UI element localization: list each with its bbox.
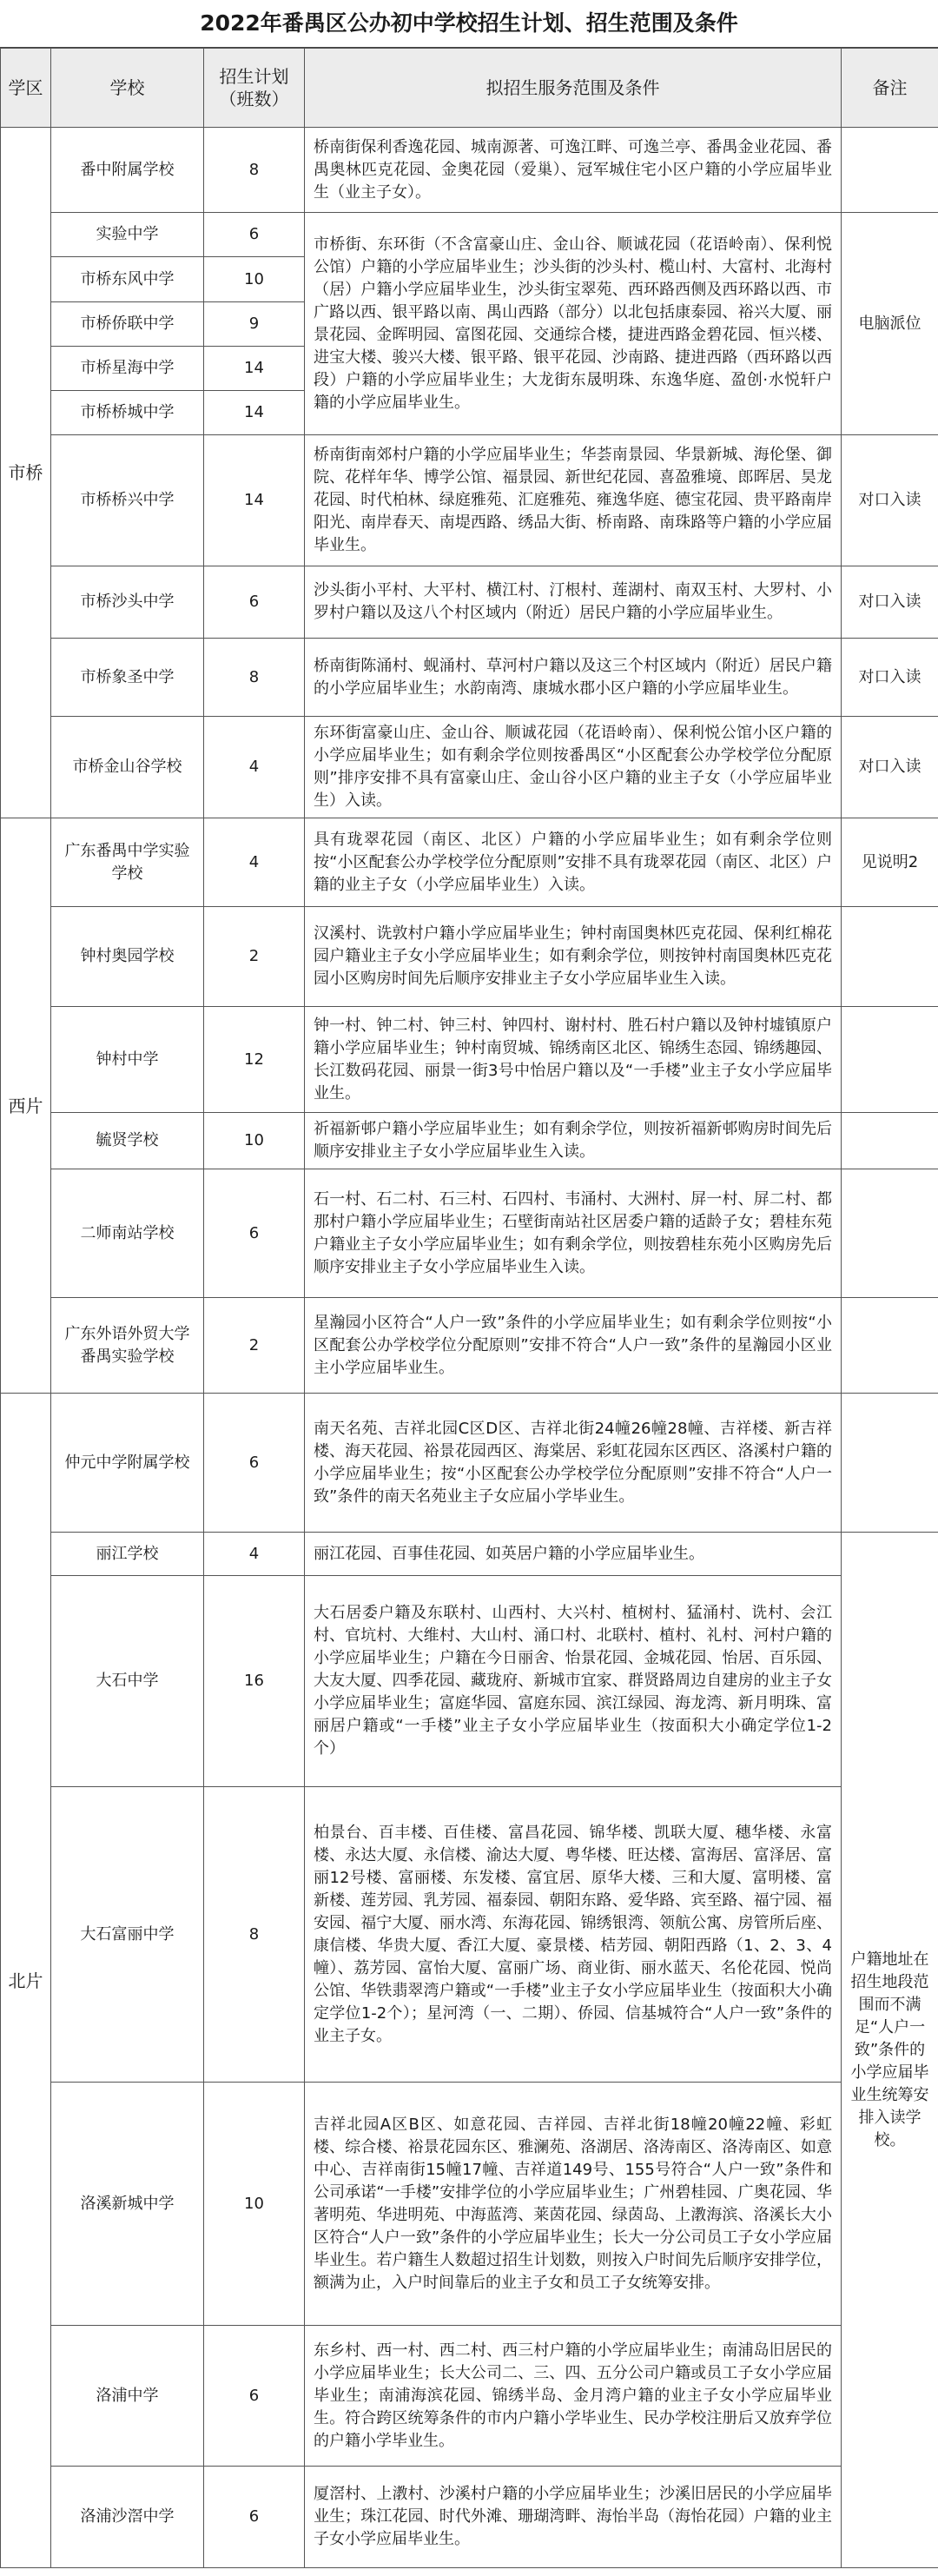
table-row <box>1 1113 938 1169</box>
scope-text: 石一村、石二村、石三村、石四村、韦涌村、大洲村、屏一村、屏二村、都那村户籍小学应届毕业生；石壁街南站社区居委户籍的适龄子女；碧桂东苑户籍业主子女小学应届毕业生；如有剩余学位，则按碧桂东苑小区购房先后顺序安排业主子女小学应届毕业生入读。 <box>305 1169 842 1298</box>
table-row <box>1 2326 938 2467</box>
school-name: 大石富丽中学 <box>51 1787 204 2083</box>
table-row <box>1 1007 938 1113</box>
school-name: 毓贤学校 <box>51 1113 204 1169</box>
table-row <box>1 213 938 257</box>
school-name: 广东番禺中学实验学校 <box>51 818 204 907</box>
note-cell <box>842 1007 938 1113</box>
table-row <box>1 1787 938 2083</box>
scope-text: 钟一村、钟二村、钟三村、钟四村、谢村村、胜石村户籍以及钟村墟镇原户籍小学应届毕业生；钟村南贸城、锦绣南区北区、锦绣生态园、锦绣趣园、长江数码花园、丽景一街3号中怡居户籍以及“一手楼”业主子女小学应届毕业生。 <box>305 1007 842 1113</box>
plan-count: 10 <box>204 2083 305 2326</box>
plan-count: 14 <box>204 391 305 435</box>
note-cell: 见说明2 <box>842 818 938 907</box>
scope-text: 星瀚园小区符合“人户一致”条件的小学应届毕业生；如有剩余学位则按“小区配套公办学校学位分配原则”安排不符合“人户一致”条件的星瀚园小区业主小学应届毕业生。 <box>305 1298 842 1394</box>
plan-count: 14 <box>204 347 305 391</box>
scope-text: 南天名苑、吉祥北园C区D区、吉祥北街24幢26幢28幢、吉祥楼、新吉祥楼、海天花园、裕景花园西区、海棠居、彩虹花园东区西区、洛溪村户籍的小学应届毕业生；按“小区配套公办学校学位分配原则”安排不符合“人户一致”条件的南天名苑业主子女应届小学毕业生。 <box>305 1394 842 1533</box>
scope-text: 桥南街陈涌村、蚬涌村、草河村户籍以及这三个村区域内（附近）居民户籍的小学应届毕业生；水韵南湾、康城水郡小区户籍的小学应届毕业生。 <box>305 639 842 717</box>
school-name: 钟村中学 <box>51 1007 204 1113</box>
header-district: 学区 <box>1 49 51 128</box>
table-row <box>1 435 938 566</box>
school-name: 市桥侨联中学 <box>51 302 204 347</box>
school-name: 市桥桥兴中学 <box>51 435 204 566</box>
plan-count: 8 <box>204 128 305 213</box>
scope-text: 东环街富豪山庄、金山谷、顺诚花园（花语岭南）、保利悦公馆小区户籍的小学应届毕业生；如有剩余学位则按番禺区“小区配套公办学校学位分配原则”排序安排不具有富豪山庄、金山谷小区户籍的业主子女（小学应届毕业生）入读。 <box>305 717 842 818</box>
table-row <box>1 1169 938 1298</box>
school-name: 洛溪新城中学 <box>51 2083 204 2326</box>
note-cell: 对口入读 <box>842 566 938 639</box>
scope-text: 具有珑翠花园（南区、北区）户籍的小学应届毕业生；如有剩余学位则按“小区配套公办学校学位分配原则”安排不具有珑翠花园（南区、北区）户籍的业主子女（小学应届毕业生）入读。 <box>305 818 842 907</box>
table-row <box>1 907 938 1007</box>
plan-count: 4 <box>204 818 305 907</box>
plan-count: 9 <box>204 302 305 347</box>
plan-count: 14 <box>204 435 305 566</box>
school-name: 丽江学校 <box>51 1533 204 1576</box>
note-cell: 对口入读 <box>842 639 938 717</box>
plan-count: 2 <box>204 907 305 1007</box>
plan-count: 6 <box>204 1169 305 1298</box>
school-name: 市桥金山谷学校 <box>51 717 204 818</box>
school-name: 洛浦中学 <box>51 2326 204 2467</box>
table-row <box>1 566 938 639</box>
school-name: 二师南站学校 <box>51 1169 204 1298</box>
plan-count: 8 <box>204 1787 305 2083</box>
plan-count: 2 <box>204 1298 305 1394</box>
table-row <box>1 2467 938 2568</box>
header-row <box>1 49 938 128</box>
scope-text: 祈福新邨户籍小学应届毕业生；如有剩余学位，则按祈福新邨购房时间先后顺序安排业主子女小学应届毕业生入读。 <box>305 1113 842 1169</box>
note-cell: 对口入读 <box>842 717 938 818</box>
header-plan: 招生计划（班数） <box>204 49 305 128</box>
school-name: 仲元中学附属学校 <box>51 1394 204 1533</box>
note-cell <box>842 1298 938 1394</box>
school-name: 实验中学 <box>51 213 204 257</box>
header-scope: 拟招生服务范围及条件 <box>305 49 842 128</box>
school-name: 市桥星海中学 <box>51 347 204 391</box>
table-row <box>1 1298 938 1394</box>
scope-text: 桥南街南郊村户籍的小学应届毕业生；华荟南景园、华景新城、海伦堡、御院、花样年华、博学公馆、福景园、新世纪花园、喜盈雅境、郎晖居、昊龙花园、时代柏林、绿庭雅苑、汇庭雅苑、雍逸华庭、德宝花园、贵平路南岸阳光、南岸春天、南堤西路、绣品大街、桥南路、南珠路等户籍的小学应届毕业生。 <box>305 435 842 566</box>
scope-text: 市桥街、东环街（不含富豪山庄、金山谷、顺诚花园（花语岭南）、保利悦公馆）户籍的小学应届毕业生；沙头街的沙头村、榄山村、大富村、北海村（居）户籍小学应届毕业生，沙头街宝翠苑、西环路西侧及西环路以西、市广路以西、银平路以南、禺山西路（部分）以北包括康泰园、裕兴大厦、丽景花园、金晖明园、富图花园、交通综合楼，捷进西路金碧花园、恒兴楼、进宝大楼、骏兴大楼、银平路、银平花园、沙南路、捷进西路（西环路以西段）户籍的小学应届毕业生；大龙街东晟明珠、东逸华庭、盈创·水悦轩户籍的小学应届毕业生。 <box>305 213 842 435</box>
school-name: 市桥象圣中学 <box>51 639 204 717</box>
scope-text: 柏景台、百丰楼、百佳楼、富昌花园、锦华楼、凯联大厦、穗华楼、永富楼、永达大厦、永信楼、渝达大厦、粤华楼、旺达楼、富海居、富泽居、富丽12号楼、富丽楼、东发楼、富宜居、原华大楼、三和大厦、富明楼、富新楼、莲芳园、乳芳园、福泰园、朝阳东路、爱华路、宾至路、福宁园、福安园、福宁大厦、丽水湾、东海花园、锦绣银湾、领航公寓、房管所后座、康信楼、华贵大厦、香江大厦、豪景楼、桔芳园、朝阳西路（1、2、3、4幢）、荔芳园、富怡大厦、富丽广场、商业街、丽水蓝天、名伦花园、悦尚公馆、华铁翡翠湾户籍或“一手楼”业主子女小学应届毕业生（按面积大小确定学位1-2个）；星河湾（一、二期）、侨园、信基城符合“人户一致”条件的业主子女。 <box>305 1787 842 2083</box>
plan-count: 12 <box>204 1007 305 1113</box>
note-cell <box>842 128 938 213</box>
page-title: 2022年番禺区公办初中学校招生计划、招生范围及条件 <box>0 0 938 48</box>
header-school: 学校 <box>51 49 204 128</box>
scope-text: 厦滘村、上漖村、沙溪村户籍的小学应届毕业生；沙溪旧居民的小学应届毕业生；珠江花园、时代外滩、珊瑚湾畔、海怡半岛（海怡花园）户籍的业主子女小学应届毕业生。 <box>305 2467 842 2568</box>
table-row <box>1 1533 938 1576</box>
district-cell: 西片 <box>1 818 51 1394</box>
plan-count: 6 <box>204 566 305 639</box>
admission-table <box>0 48 938 2568</box>
school-name: 市桥沙头中学 <box>51 566 204 639</box>
table-row <box>1 639 938 717</box>
plan-count: 6 <box>204 2467 305 2568</box>
note-cell <box>842 1113 938 1169</box>
table-row <box>1 1576 938 1787</box>
school-name: 钟村奥园学校 <box>51 907 204 1007</box>
scope-text: 东乡村、西一村、西二村、西三村户籍的小学应届毕业生；南浦岛旧居民的小学应届毕业生；长大公司二、三、四、五分公司户籍或员工子女小学应届毕业生；南浦海滨花园、锦绣半岛、金月湾户籍的业主子女小学应届毕业生。符合跨区统筹条件的市内户籍小学毕业生、民办学校注册后又放弃学位的户籍小学毕业生。 <box>305 2326 842 2467</box>
school-name: 广东外语外贸大学番禺实验学校 <box>51 1298 204 1394</box>
scope-text: 汉溪村、诜敦村户籍小学应届毕业生；钟村南国奥林匹克花园、保利红棉花园户籍业主子女小学应届毕业生；如有剩余学位，则按钟村南国奥林匹克花园小区购房时间先后顺序安排业主子女小学应届毕业生入读。 <box>305 907 842 1007</box>
scope-text: 大石居委户籍及东联村、山西村、大兴村、植树村、猛涌村、诜村、会江村、官坑村、大维村、大山村、涌口村、北联村、植村、礼村、河村户籍的小学应届毕业生；户籍在今日丽舍、怡景花园、金城花园、怡居、百乐园、大友大厦、四季花园、藏珑府、新城市宜家、群贤路周边自建房的业主子女小学应届毕业生；富庭华园、富庭东园、滨江绿园、海龙湾、新月明珠、富丽居户籍或“一手楼”业主子女小学应届毕业生（按面积大小确定学位1-2个） <box>305 1576 842 1787</box>
plan-count: 10 <box>204 257 305 302</box>
school-name: 大石中学 <box>51 1576 204 1787</box>
plan-count: 6 <box>204 1394 305 1533</box>
plan-count: 16 <box>204 1576 305 1787</box>
district-cell: 市桥 <box>1 128 51 818</box>
note-cell: 对口入读 <box>842 435 938 566</box>
school-name: 市桥桥城中学 <box>51 391 204 435</box>
header-note: 备注 <box>842 49 938 128</box>
scope-text: 丽江花园、百事佳花园、如英居户籍的小学应届毕业生。 <box>305 1533 842 1576</box>
plan-count: 4 <box>204 1533 305 1576</box>
scope-text: 沙头街小平村、大平村、横江村、汀根村、莲湖村、南双玉村、大罗村、小罗村户籍以及这八个村区域内（附近）居民户籍的小学应届毕业生。 <box>305 566 842 639</box>
school-name: 市桥东风中学 <box>51 257 204 302</box>
table-row <box>1 717 938 818</box>
school-name: 番中附属学校 <box>51 128 204 213</box>
plan-count: 6 <box>204 2326 305 2467</box>
school-name: 洛浦沙滘中学 <box>51 2467 204 2568</box>
table-row <box>1 128 938 213</box>
plan-count: 10 <box>204 1113 305 1169</box>
note-cell: 户籍地址在招生地段范围而不满足“人户一致”条件的小学应届毕业生统筹安排入读学校。 <box>842 1533 938 2568</box>
scope-text: 吉祥北园A区B区、如意花园、吉祥园、吉祥北街18幢20幢22幢、彩虹楼、综合楼、裕景花园东区、雅澜苑、洛湖居、洛涛南区、洛涛南区、如意中心、吉祥南街15幢17幢、吉祥道149号、155号符合“人户一致”条件和公司承诺“一手楼”安排学位的小学应届毕业生；广州碧桂园、广奥花园、华著明苑、华进明苑、中海蓝湾、莱茵花园、绿茵岛、上漖海滨、洛溪长大小区符合“人户一致”条件的小学应届毕业生；长大一分公司员工子女小学应届毕业生。若户籍生人数超过招生计划数，则按入户时间先后顺序安排学位，额满为止，入户时间靠后的业主子女和员工子女统筹安排。 <box>305 2083 842 2326</box>
table-row <box>1 818 938 907</box>
note-cell <box>842 1169 938 1298</box>
note-cell <box>842 907 938 1007</box>
table-row <box>1 1394 938 1533</box>
note-cell <box>842 1394 938 1533</box>
plan-count: 8 <box>204 639 305 717</box>
scope-text: 桥南街保利香逸花园、城南源著、可逸江畔、可逸兰亭、番禺金业花园、番禺奥林匹克花园、金奥花园（爱巢）、冠军城住宅小区户籍的小学应届毕业生（业主子女）。 <box>305 128 842 213</box>
district-cell: 北片 <box>1 1394 51 2568</box>
table-row <box>1 2083 938 2326</box>
plan-count: 6 <box>204 213 305 257</box>
plan-count: 4 <box>204 717 305 818</box>
note-cell: 电脑派位 <box>842 213 938 435</box>
